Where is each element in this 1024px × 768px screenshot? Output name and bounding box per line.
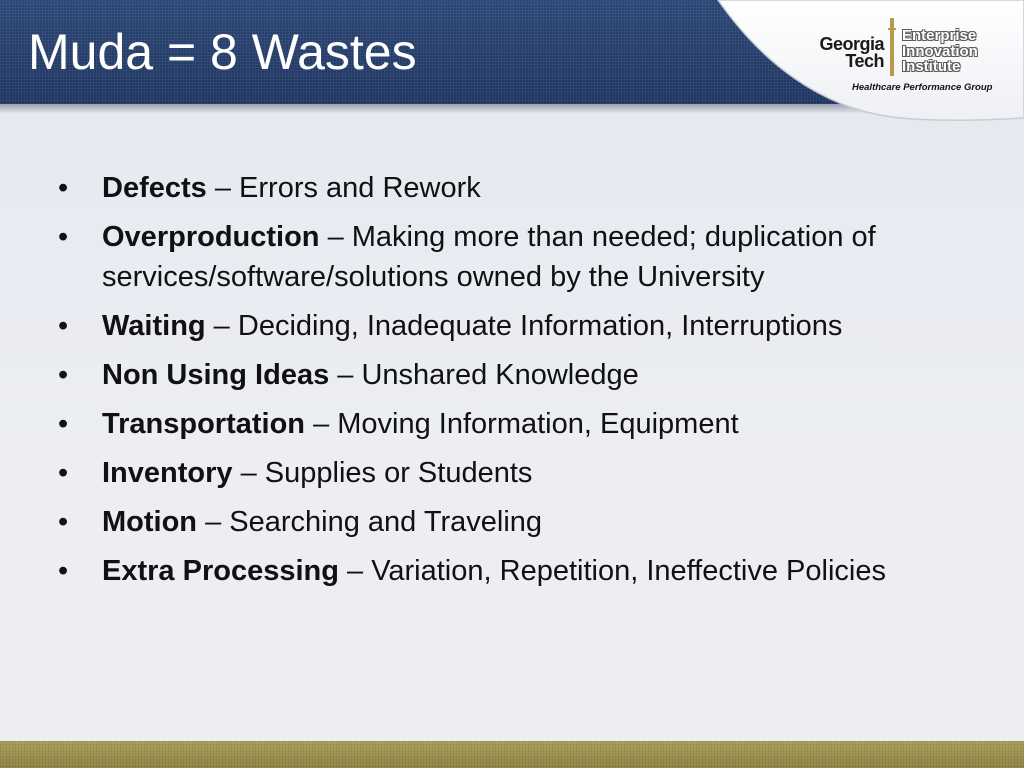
logo-unit-line2: Innovation [902,42,978,60]
waste-term: Motion [102,506,198,538]
waste-term: Waiting [102,310,206,342]
separator: – [205,310,238,342]
separator: – [338,555,372,587]
waste-term: Non Using Ideas [102,359,330,391]
logo-wordmark [802,36,884,70]
logo-name-line1: Georgia [819,34,884,54]
list-item [58,404,988,444]
separator: – [319,221,352,253]
bullet-icon: • [58,457,69,489]
bullet-icon: • [58,221,69,253]
waste-term: Transportation [102,408,306,440]
separator: – [197,506,230,538]
bullet-icon: • [58,310,69,342]
footer-bar [0,741,1024,768]
list-item [58,502,988,542]
list-item [58,453,988,493]
waste-description: Unshared Knowledge [361,359,639,391]
tower-icon [887,18,897,76]
logo-name-line2: Tech [845,51,884,71]
waste-description: Searching and Traveling [229,506,543,538]
waste-list [58,168,988,600]
separator: – [329,359,362,391]
logo-unit [902,28,978,75]
list-item [58,168,988,208]
logo-unit-line1: Enterprise [902,27,977,44]
separator: – [206,172,240,204]
list-item [58,551,988,591]
waste-description: Supplies or Students [264,457,533,489]
waste-description: Errors and Rework [239,172,481,204]
bullet-icon: • [58,408,69,440]
waste-description: Variation, Repetition, Ineffective Policies [371,555,886,587]
separator: – [232,457,265,489]
list-item [58,306,988,346]
bullet-icon: • [58,555,69,587]
bullet-icon: • [58,359,69,391]
bullet-icon: • [58,506,69,538]
separator: – [305,408,338,440]
logo-unit-line3: Institute [902,58,961,75]
bullet-icon: • [58,172,69,204]
logo-group-name: Healthcare Performance Group [852,82,993,93]
waste-term: Extra Processing [102,555,339,587]
waste-term: Inventory [102,457,233,489]
waste-description: Deciding, Inadequate Information, Interruptions [237,310,843,342]
waste-term: Defects [102,172,207,204]
waste-description: Making more than needed; duplication of services/software/solutions owned by the University [102,221,876,293]
slide-title: Muda = 8 Wastes [28,24,417,80]
georgia-tech-logo [800,16,1015,98]
waste-term: Overproduction [102,221,320,253]
list-item [58,355,988,395]
waste-description: Moving Information, Equipment [337,408,739,440]
list-item [58,217,988,297]
